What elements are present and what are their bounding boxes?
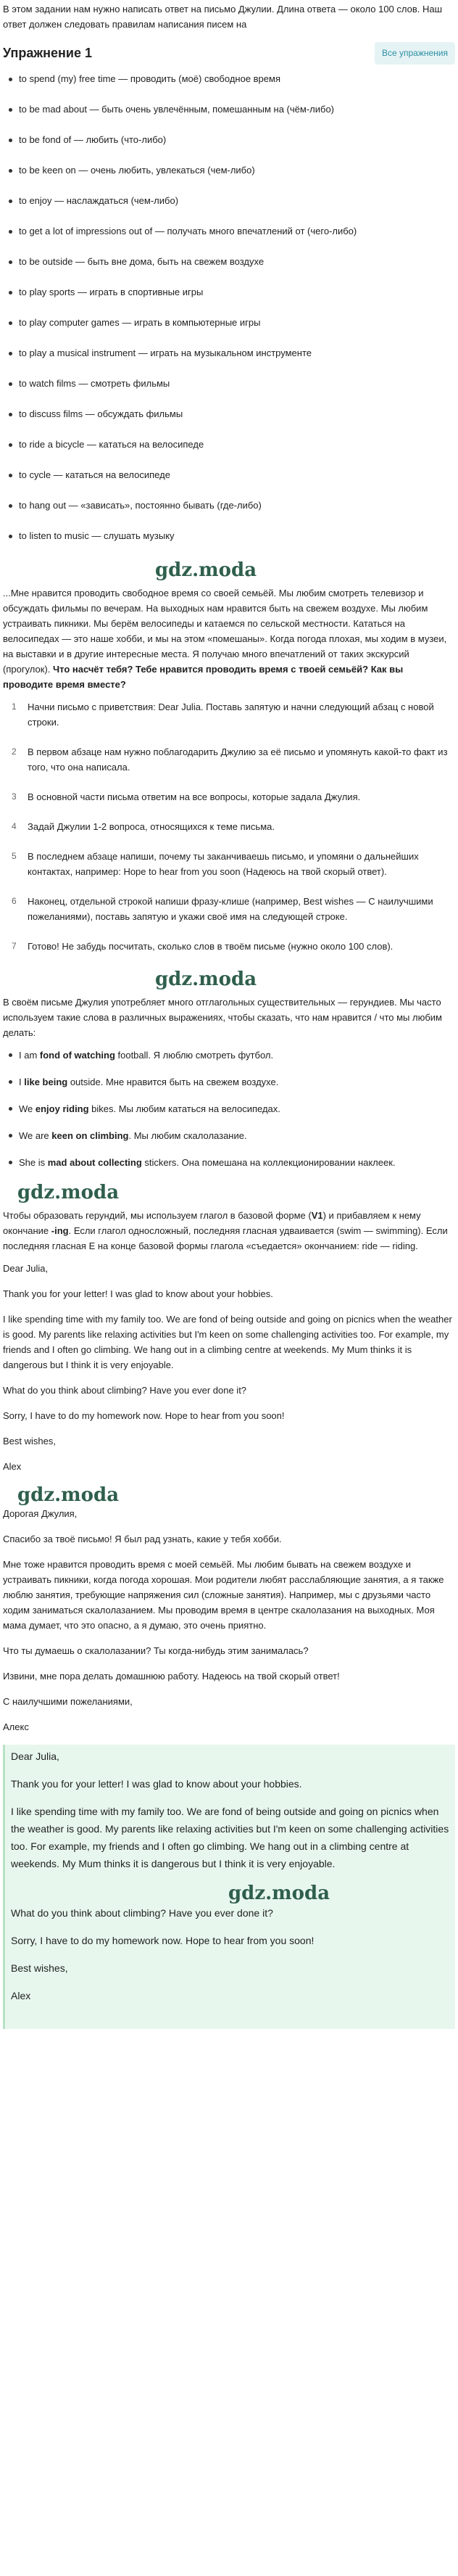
letter-line: Что ты думаешь о скалолазании? Ты когда-нибудь этим занималась? (3, 1645, 309, 1656)
watermark-logo: gdz.moda (17, 1182, 120, 1203)
vocab-item: to spend (my) free time — проводить (моё) свободное время (6, 72, 455, 86)
step-item: 5 В последнем абзаце напиши, почему ты заканчиваешь письмо, и упомяни о дальнейших контактах, например: Hope to hear from you soon (Надеюсь на твой скорый ответ). (12, 851, 419, 877)
letter-line: Дорогая Джулия, (3, 1508, 78, 1519)
vocab-item: to hang out — «зависать», постоянно бывать (где-либо) (6, 498, 455, 513)
vocab-item: to be outside — быть вне дома, быть на свежем воздухе (6, 255, 455, 269)
vocab-item: to watch films — смотреть фильмы (6, 376, 455, 391)
vocab-item: to be mad about — быть очень увлечённым, помешанным на (чём-либо) (6, 102, 455, 117)
answer-line: I like spending time with my family too. We are fond of being outside and going on picnics when the weather is good. My parents like relaxing activities but I'm keen on some challenging activities too. For example, my friends and I often go climbing. We hang out in a climbing centre at weekends. My Mum thinks it is dangerous but I think it is very enjoyable. (11, 1806, 449, 1869)
vocab-item: to play computer games — играть в компьютерные игры (6, 316, 455, 330)
example-item: I like being outside. Мне нравится быть на свежем воздухе. (6, 1074, 455, 1090)
watermark-logo: gdz.moda (155, 968, 257, 990)
vocab-item: to discuss films — обсуждать фильмы (6, 407, 455, 421)
gerund-intro: В своём письме Джулия употребляет много отглагольных существительных — герундиев. Мы часто используем такие слова в различных выражениях, чтобы сказать, что нам нравится / что мы любим делать: (3, 997, 442, 1038)
letter-line: Мне тоже нравится проводить время с моей семьёй. Мы любим бывать на свежем воздухе и устраивать пикники, когда погода хорошая. Мои родители любят расслабляющие занятия, а я также люблю занятия, требующие напряжения сил (сложные занятия). Например, мы с друзьями часто ходим заниматься скалолазанием. Мы проводим время в центре скалолазания на выходных. Моя мама думает, что это опасно, а я думаю, это очень приятно. (3, 1559, 444, 1631)
step-item: 6 Наконец, отдельной строкой напиши фразу-клише (например, Best wishes — С наилучшими пожеланиями), поставь запятую и укажи своё имя на следующей строке. (12, 896, 433, 922)
vocab-item: to be keen on — очень любить, увлекаться (чем-либо) (6, 163, 455, 178)
step-item: 4 Задай Джулии 1-2 вопроса, относящихся к теме письма. (12, 821, 275, 832)
example-item: We are keen on climbing. Мы любим скалолазание. (6, 1128, 455, 1143)
answer-block (3, 1745, 455, 2029)
instruction-steps (3, 699, 455, 954)
letter-line: Alex (3, 1461, 22, 1472)
letter-line: С наилучшими пожеланиями, (3, 1696, 133, 1707)
example-item: I am fond of watching football. Я люблю смотреть футбол. (6, 1048, 455, 1063)
model-paragraph-text: ...Мне нравится проводить свободное время со своей семьёй. Мы любим смотреть телевизор и обсуждать фильмы по вечерам. На выходных нам нравится быть на свежем воздухе. Мы любим устраивать пикники. Мы берём велосипеды и катаемся по сельской местности. Кататься на велосипедах — это наше хобби, и мы на этом «помешаны». Когда погода плохая, мы ходим в музеи, на выставки и в другие интересные места. Я получаю много впечатлений от таких экскурсий (прогулок). (3, 588, 447, 675)
letter-english (3, 1261, 455, 1474)
exercise-header (3, 42, 455, 65)
gerund-rule: Чтобы образовать герундий, мы используем глагол в базовой форме (V1) и прибавляем к нему окончание -ing. Если глагол односложный, последняя гласная удваивается (swim — swimming). Если последняя гласная Е на конце базовой формы глагола «съедается» окончанием: ride — riding. (3, 1210, 448, 1251)
watermark-logo: gdz.moda (17, 1484, 120, 1506)
letter-russian (3, 1506, 455, 1735)
letter-line: Dear Julia, (3, 1263, 49, 1274)
vocab-item: to play sports — играть в спортивные игры (6, 285, 455, 300)
intro-text: В этом задании нам нужно написать ответ на письмо Джулии. Длина ответа — около 100 слов. Наш ответ должен следовать правилам написания писем на (3, 4, 443, 30)
letter-line: Best wishes, (3, 1436, 56, 1447)
letter-line: I like spending time with my family too. We are fond of being outside and going on picnics when the weather is good. My parents like relaxing activities but I'm keen on some challenging activities too. For example, my friends and I often go climbing. We hang out in a climbing centre at weekends. My Mum thinks it is dangerous but I think it is very enjoyable. (3, 1314, 452, 1370)
answer-line: Dear Julia, (11, 1750, 59, 1762)
gerund-examples (3, 1048, 455, 1170)
step-item: 3 В основной части письма ответим на все вопросы, которые задала Джулия. (12, 791, 361, 802)
vocab-item: to listen to music — слушать музыку (6, 529, 455, 543)
letter-line: What do you think about climbing? Have you ever done it? (3, 1385, 247, 1396)
watermark-logo: gdz.moda (228, 1882, 330, 1904)
model-paragraph (3, 585, 455, 692)
letter-line: Алекс (3, 1721, 29, 1732)
answer-line: Alex (11, 1990, 31, 2001)
vocabulary-list (3, 72, 455, 543)
vocab-item: to get a lot of impressions out of — получать много впечатлений от (чего-либо) (6, 224, 455, 239)
model-question: Что насчёт тебя? Тебе нравится проводить время с твоей семьёй? Как вы проводите время вместе? (3, 664, 404, 690)
step-item: 1 Начни письмо с приветствия: Dear Julia. Поставь запятую и начни следующий абзац с новой строки. (12, 701, 434, 728)
answer-line: What do you think about climbing? Have you ever done it? (11, 1907, 273, 1919)
vocab-item: to enjoy — наслаждаться (чем-либо) (6, 194, 455, 208)
answer-line: Thank you for your letter! I was glad to know about your hobbies. (11, 1778, 302, 1790)
letter-line: Sorry, I have to do my homework now. Hope to hear from you soon! (3, 1410, 285, 1421)
example-item: She is mad about collecting stickers. Она помешана на коллекционировании наклеек. (6, 1155, 455, 1170)
vocab-item: to play a musical instrument — играть на музыкальном инструменте (6, 346, 455, 361)
vocab-item: to be fond of — любить (что-либо) (6, 133, 455, 147)
vocab-item: to ride a bicycle — кататься на велосипеде (6, 437, 455, 452)
letter-line: Спасибо за твоё письмо! Я был рад узнать, какие у тебя хобби. (3, 1534, 282, 1544)
exercise-title: Упражнение 1 (3, 46, 92, 60)
answer-line: Sorry, I have to do my homework now. Hope to hear from you soon! (11, 1935, 315, 1946)
watermark-logo: gdz.moda (155, 559, 257, 581)
step-item: 7 Готово! Не забудь посчитать, сколько слов в твоём письме (нужно около 100 слов). (12, 941, 394, 952)
step-item: 2 В первом абзаце нам нужно поблагодарить Джулию за её письмо и упомянуть какой-то факт из того, что она написала. (12, 746, 448, 773)
letter-line: Thank you for your letter! I was glad to know about your hobbies. (3, 1288, 273, 1299)
example-item: We enjoy riding bikes. Мы любим кататься на велосипедах. (6, 1101, 455, 1116)
answer-line: Best wishes, (11, 1962, 68, 1974)
vocab-item: to cycle — кататься на велосипеде (6, 468, 455, 482)
letter-line: Извини, мне пора делать домашнюю работу. Надеюсь на твой скорый ответ! (3, 1671, 340, 1682)
all-exercises-button[interactable]: Все упражнения (375, 42, 455, 65)
